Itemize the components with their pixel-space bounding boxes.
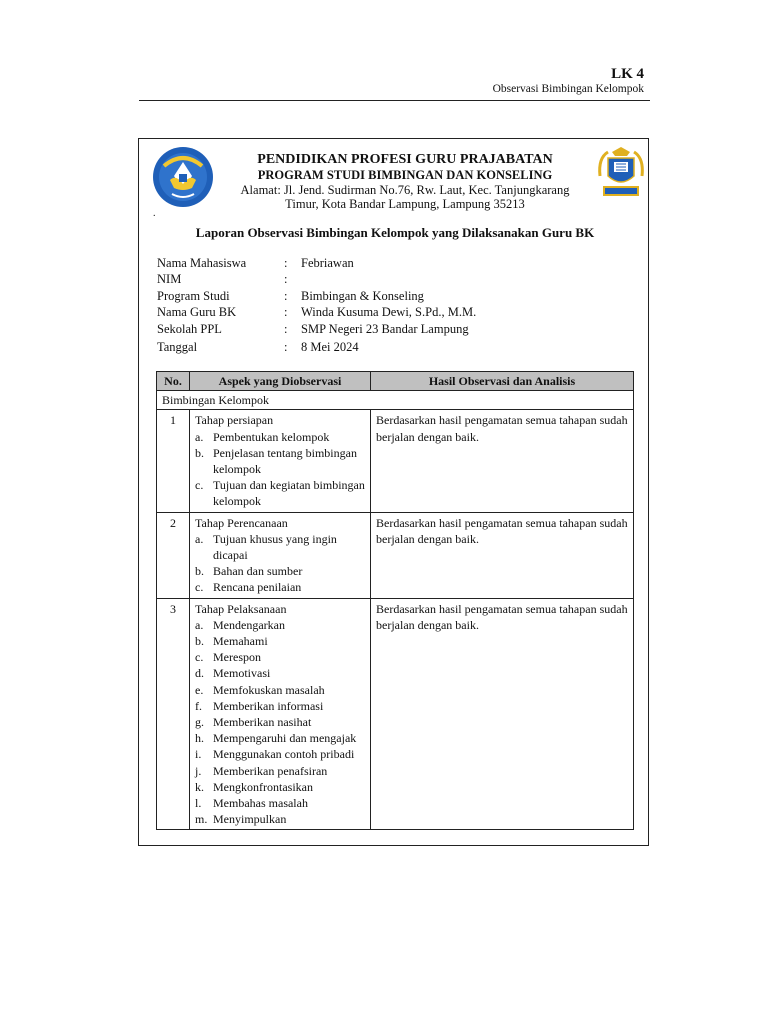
- item-text: Tujuan khusus yang ingin dicapai: [213, 531, 337, 563]
- info-value-prodi: Bimbingan & Konseling: [301, 289, 424, 303]
- result-cell: Berdasarkan hasil pengamatan semua tahapan sudah berjalan dengan baik.: [371, 512, 634, 598]
- result-cell: Berdasarkan hasil pengamatan semua tahapan sudah berjalan dengan baik.: [371, 598, 634, 830]
- info-label: Program Studi: [157, 289, 230, 303]
- aspect-cell: [190, 410, 371, 512]
- info-colon: :: [284, 305, 288, 319]
- item-marker: g.: [195, 715, 204, 730]
- section-row: [157, 391, 634, 410]
- info-colon: :: [284, 289, 288, 303]
- item-text: Memberikan nasihat: [213, 715, 312, 730]
- info-label: NIM: [157, 272, 182, 286]
- list-item: [195, 763, 365, 779]
- address-line-2: Timur, Kota Bandar Lampung, Lampung 35213: [285, 197, 525, 211]
- row-number: 3: [157, 598, 190, 830]
- list-item: [195, 698, 365, 714]
- list-item: [195, 477, 365, 509]
- info-colon: :: [284, 322, 288, 336]
- item-text: Membahas masalah: [213, 796, 308, 811]
- list-item: [195, 617, 365, 633]
- info-label: Nama Mahasiswa: [157, 256, 247, 270]
- list-item: [195, 746, 365, 762]
- list-item: [195, 811, 365, 827]
- row-number: 2: [157, 512, 190, 598]
- item-marker: j.: [195, 763, 202, 778]
- list-item: [195, 563, 365, 579]
- header-result: Hasil Observasi dan Analisis: [371, 372, 634, 391]
- item-text: Memberikan penafsiran: [213, 763, 328, 778]
- observation-table: [156, 371, 634, 830]
- item-marker: c.: [195, 478, 204, 493]
- item-text: Mengkonfrontasikan: [213, 779, 313, 794]
- list-item: [195, 633, 365, 649]
- item-marker: b.: [195, 564, 204, 579]
- info-colon: :: [284, 256, 288, 270]
- item-text: Merespon: [213, 650, 261, 665]
- tut-wuri-handayani-logo: [152, 146, 214, 208]
- result-cell: Berdasarkan hasil pengamatan semua tahapan sudah berjalan dengan baik.: [371, 410, 634, 512]
- aspect-list: [195, 429, 365, 510]
- table-row: [157, 512, 634, 598]
- item-text: Mendengarkan: [213, 617, 285, 632]
- stage-title: Tahap persiapan: [195, 413, 274, 428]
- info-value-sekolah: SMP Negeri 23 Bandar Lampung: [301, 322, 469, 336]
- item-marker: i.: [195, 747, 202, 762]
- list-item: [195, 649, 365, 665]
- institution-name: PENDIDIKAN PROFESI GURU PRAJABATAN: [257, 152, 553, 167]
- list-item: [195, 445, 365, 477]
- aspect-cell: [190, 512, 371, 598]
- aspect-list: [195, 531, 365, 596]
- info-label: Tanggal: [157, 340, 198, 354]
- table-row: [157, 598, 634, 830]
- report-title: Laporan Observasi Bimbingan Kelompok yang Dilaksanakan Guru BK: [195, 225, 595, 240]
- info-value-guru: Winda Kusuma Dewi, S.Pd., M.M.: [301, 305, 477, 319]
- item-text: Menggunakan contoh pribadi: [213, 747, 355, 762]
- item-marker: d.: [195, 666, 204, 681]
- item-marker: m.: [195, 812, 208, 827]
- list-item: [195, 779, 365, 795]
- list-item: [195, 682, 365, 698]
- item-marker: f.: [195, 698, 202, 713]
- info-colon: :: [284, 272, 288, 286]
- info-colon: :: [284, 340, 288, 354]
- item-text: Pembentukan kelompok: [213, 429, 330, 444]
- item-text: Memfokuskan masalah: [213, 682, 325, 697]
- aspect-list: [195, 617, 365, 828]
- item-marker: c.: [195, 650, 204, 665]
- header-no: No.: [157, 372, 190, 391]
- table-row: [157, 410, 634, 512]
- list-item: [195, 730, 365, 746]
- item-marker: c.: [195, 580, 204, 595]
- info-label: Nama Guru BK: [157, 305, 237, 319]
- school-emblem-logo: [594, 146, 648, 200]
- address-line-1: Alamat: Jl. Jend. Sudirman No.76, Rw. Laut, Kec. Tanjungkarang: [240, 183, 570, 197]
- item-text: Penjelasan tentang bimbingan kelompok: [213, 445, 357, 477]
- stage-title: Tahap Perencanaan: [195, 515, 288, 530]
- info-value-tanggal: 8 Mei 2024: [301, 340, 359, 354]
- list-item: [195, 579, 365, 595]
- aspect-cell: [190, 598, 371, 830]
- header-aspect: Aspek yang Diobservasi: [190, 372, 371, 391]
- item-marker: k.: [195, 779, 204, 794]
- stage-title: Tahap Pelaksanaan: [195, 601, 287, 616]
- item-marker: a.: [195, 429, 204, 444]
- item-text: Tujuan dan kegiatan bimbingan kelompok: [213, 478, 365, 509]
- list-item: [195, 795, 365, 811]
- document-subtitle: Observasi Bimbingan Kelompok: [492, 83, 644, 95]
- item-marker: e.: [195, 682, 204, 697]
- item-marker: b.: [195, 634, 204, 649]
- item-text: Bahan dan sumber: [213, 564, 303, 579]
- item-text: Menyimpulkan: [213, 812, 287, 827]
- document-code: LK 4: [611, 66, 644, 82]
- item-marker: a.: [195, 617, 204, 632]
- item-marker: b.: [195, 445, 204, 460]
- list-item: [195, 714, 365, 730]
- item-marker: l.: [195, 796, 202, 811]
- stray-dot: .: [153, 208, 156, 219]
- item-text: Memberikan informasi: [213, 698, 324, 713]
- item-text: Memotivasi: [213, 666, 271, 681]
- header-rule: [139, 100, 650, 101]
- info-label: Sekolah PPL: [157, 322, 222, 336]
- item-text: Mempengaruhi dan mengajak: [213, 731, 357, 746]
- list-item: [195, 665, 365, 681]
- section-label: Bimbingan Kelompok: [157, 391, 634, 410]
- item-text: Memahami: [213, 634, 268, 649]
- item-marker: h.: [195, 731, 204, 746]
- table-header-row: [157, 372, 634, 391]
- list-item: [195, 429, 365, 445]
- info-value-nama: Febriawan: [301, 256, 354, 270]
- item-marker: a.: [195, 531, 204, 546]
- list-item: [195, 531, 365, 563]
- item-text: Rencana penilaian: [213, 580, 302, 595]
- row-number: 1: [157, 410, 190, 512]
- program-name: PROGRAM STUDI BIMBINGAN DAN KONSELING: [257, 168, 553, 182]
